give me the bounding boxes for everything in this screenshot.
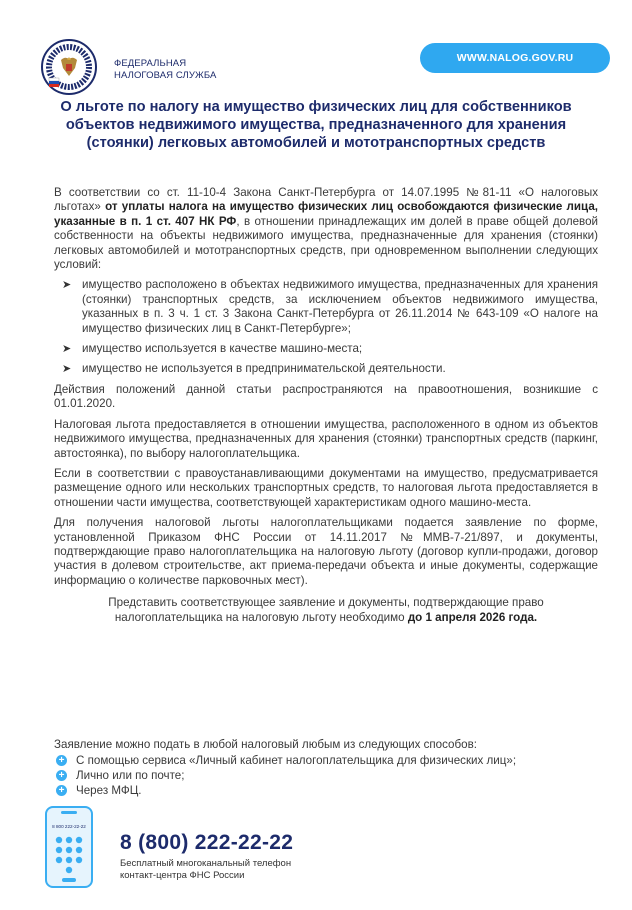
list-item — [54, 769, 598, 783]
condition-text: имущество не используется в предпринимательской деятельности. — [82, 362, 446, 376]
paragraph: Налоговая льгота предоставляется в отношении имущества, расположенного в одном из объектов недвижимого имущества, предназначенных для хранения (стоянки) транспортных средств (паркинг, автостоянка), по выбору налогоплательщика. — [54, 417, 598, 460]
method-text: С помощью сервиса «Личный кабинет налогоплательщика для физических лиц»; — [76, 754, 517, 767]
arrow-bullet-icon: ➤ — [62, 279, 72, 292]
plus-circle-icon: + — [56, 785, 67, 796]
submission-methods — [54, 738, 598, 799]
smartphone-icon — [45, 806, 93, 888]
header — [40, 38, 610, 96]
intro-text-start: В соответствии со ст. 11-10-4 Закона Санкт-Петербурга от 14.07.1995 №81-11 «О налоговых льготах» — [54, 186, 598, 214]
org-name — [114, 58, 216, 82]
deadline-paragraph — [54, 596, 598, 625]
fns-emblem-icon — [40, 38, 98, 96]
hotline-description — [120, 858, 291, 882]
org-name-line2: НАЛОГОВАЯ СЛУЖБА — [114, 70, 217, 81]
condition-text: имущество используется в качестве машино-места; — [82, 342, 363, 356]
paragraph: Действия положений данной статьи распространяются на правоотношения, возникшие с 01.01.2020. — [54, 382, 598, 411]
arrow-bullet-icon: ➤ — [62, 363, 72, 376]
method-text: Лично или по почте; — [76, 769, 185, 782]
methods-list — [54, 754, 598, 798]
website-link-button[interactable]: WWW.NALOG.GOV.RU — [420, 43, 610, 73]
plus-circle-icon: + — [56, 755, 67, 766]
intro-paragraph — [54, 186, 598, 272]
condition-text: имущество расположено в объектах недвижимого имущества, предназначенных для хранения (стоянки) транспортных средств, за исключением объектов недвижимого имущества, указанных в п. 3 ч. 1 ст. 3 Закона Санкт-Петербурга от 26.11.2014 № 643-109 «О налоге на имущество физических лиц в Санкт-Петербурге»; — [82, 278, 598, 335]
arrow-bullet-icon: ➤ — [62, 343, 72, 356]
hotline-desc-line2: контакт-центра ФНС России — [120, 870, 245, 881]
conditions-list — [54, 278, 598, 376]
method-text: Через МФЦ. — [76, 784, 142, 797]
intro-text-bold: от уплаты налога на имущество физических лиц освобождаются физические лица, указанные в п. 1 ст. 407 НК РФ — [54, 200, 598, 228]
list-item — [54, 362, 598, 376]
plus-circle-icon: + — [56, 770, 67, 781]
phone-screen-number: 8 800 222-22-22 — [52, 824, 86, 829]
page-title: О льготе по налогу на имущество физических лиц для собственников объектов недвижимого имущества, предназначенного для хранения (стоянки) легковых автомобилей и мототранспортных средств — [60, 99, 572, 152]
methods-lead: Заявление можно подать в любой налоговый любым из следующих способов: — [54, 738, 477, 751]
org-name-line1: ФЕДЕРАЛЬНАЯ — [114, 58, 187, 69]
list-item — [54, 754, 598, 768]
intro-text-end: , в отношении принадлежащих им долей в праве общей долевой собственности на объекты недвижимого имущества, предназначенные для хранения (стоянки) легковых автомобилей и мототранспортных средств, при одновременном выполнении следующих условий: — [54, 214, 598, 272]
list-item — [54, 278, 598, 336]
main-content — [54, 186, 598, 631]
hotline-desc-line1: Бесплатный многоканальный телефон — [120, 858, 292, 869]
hotline-number: 8 (800) 222-22-22 — [120, 831, 294, 854]
deadline-date: до 1 апреля 2026 года. — [407, 610, 538, 624]
list-item — [54, 784, 598, 798]
deadline-text: Представить соответствующее заявление и документы, подтверждающие право налогоплательщика на налоговую льготу необходимо — [108, 596, 544, 624]
list-item — [54, 342, 598, 356]
paragraph: Если в соответствии с правоустанавливающими документами на имущество, предусматривается размещение одного или нескольких транспортных средств, то налоговая льгота предоставляется в отношении части имущества, соответствующей характеристикам одного машино-места. — [54, 466, 598, 509]
paragraph: Для получения налоговой льготы налогоплательщиками подается заявление по форме, установленной Приказом ФНС России от 14.11.2017 №ММВ-7-21/897, и документы, подтверждающие право налогоплательщика на налоговую льготу (договор купли-продажи, договор участия в долевом строительстве, акт приема-передачи объекта и иные документы, содержащие информацию о количестве парковочных мест). — [54, 516, 598, 587]
